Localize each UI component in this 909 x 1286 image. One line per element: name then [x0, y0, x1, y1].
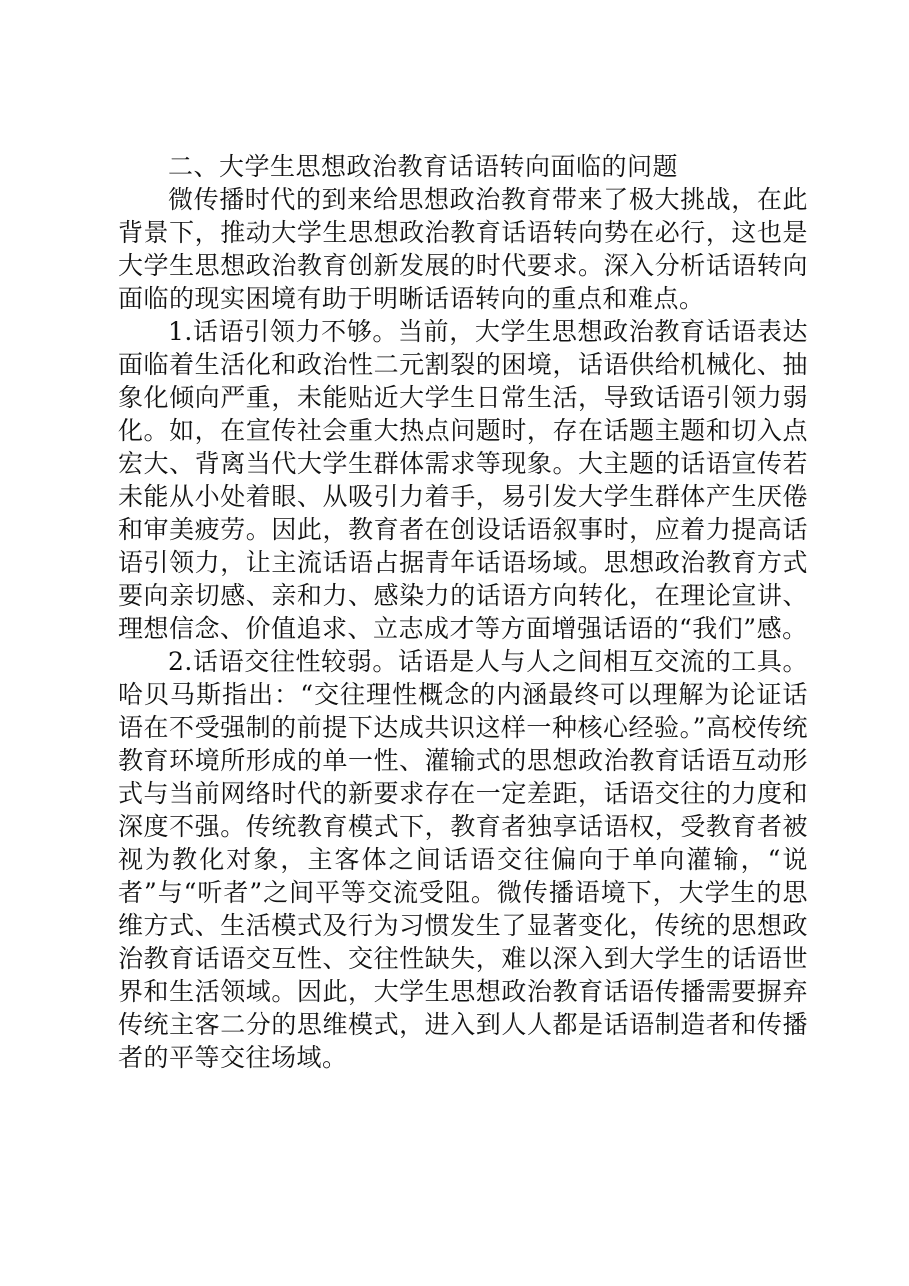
paragraph-point-1: 1.话语引领力不够。当前，大学生思想政治教育话语表达面临着生活化和政治性二元割裂的困境，话语供给机械化、抽象化倾向严重，未能贴近大学生日常生活，导致话语引领力弱化。如，在宣传社会重大热点问题时，存在话题主题和切入点宏大、背离当代大学生群体需求等现象。大主题的话语宣传若未能从小处着眼、从吸引力着手，易引发大学生群体产生厌倦和审美疲劳。因此，教育者在创设话语叙事时，应着力提高话语引领力，让主流话语占据青年话语场域。思想政治教育方式要向亲切感、亲和力、感染力的话语方向转化，在理论宣讲、理想信念、价值追求、立志成才等方面增强话语的“我们”感。 [118, 317, 808, 643]
paragraph-point-2: 2.话语交往性较弱。话语是人与人之间相互交流的工具。哈贝马斯指出：“交往理性概念的内涵最终可以理解为论证话语在不受强制的前提下达成共识这样一种核心经验。”高校传统教育环境所形成的单一性、灌输式的思想政治教育话语互动形式与当前网络时代的新要求存在一定差距，话语交往的力度和深度不强。传统教育模式下，教育者独享话语权，受教育者被视为教化对象，主客体之间话语交往偏向于单向灌输，“说者”与“听者”之间平等交流受阻。微传播语境下，大学生的思维方式、生活模式及行为习惯发生了显著变化，传统的思想政治教育话语交互性、交往性缺失，难以深入到大学生的话语世界和生活领域。因此，大学生思想政治教育话语传播需要摒弃传统主客二分的思维模式，进入到人人都是话语制造者和传播者的平等交往场域。 [118, 647, 808, 1072]
document-body [118, 150, 808, 1074]
section-heading: 二、大学生思想政治教育话语转向面临的问题 [168, 152, 679, 181]
paragraph-intro: 微传播时代的到来给思想政治教育带来了极大挑战，在此背景下，推动大学生思想政治教育话语转向势在必行，这也是大学生思想政治教育创新发展的时代要求。深入分析话语转向面临的现实困境有助于明晰话语转向的重点和难点。 [118, 185, 808, 313]
